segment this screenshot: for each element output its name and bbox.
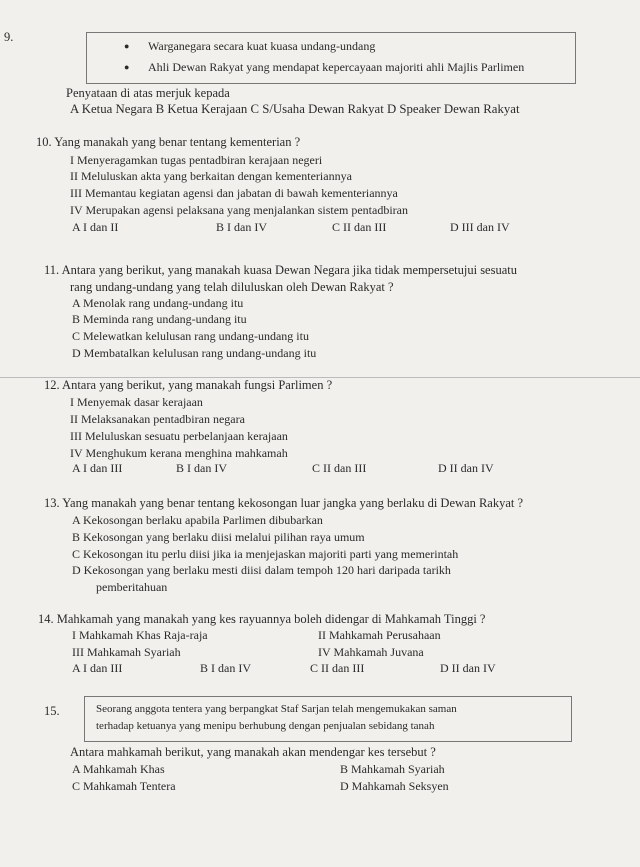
q11-option-b: B Meminda rang undang-undang itu (72, 312, 247, 326)
q15-option-d: D Mahkamah Seksyen (340, 779, 449, 793)
q12-answer-a: A I dan III (72, 461, 123, 475)
q13-stem: 13. Yang manakah yang benar tentang kekosongan luar jangka yang berlaku di Dewan Rakyat ? (44, 496, 524, 510)
q10-answer-b: B I dan IV (216, 220, 267, 234)
q12-item-1: I Menyemak dasar kerajaan (70, 395, 203, 409)
q14-answer-c: C II dan III (310, 661, 365, 675)
q11-stem-line-2: rang undang-undang yang telah diluluskan oleh Dewan Rakyat ? (70, 280, 394, 294)
q15-stem: Antara mahkamah berikut, yang manakah akan mendengar kes tersebut ? (70, 745, 436, 759)
q14-item-2: II Mahkamah Perusahaan (318, 628, 441, 642)
q14-item-1: I Mahkamah Khas Raja-raja (72, 628, 208, 642)
bullet-icon: ● (124, 41, 130, 51)
q9-bullet-2: Ahli Dewan Rakyat yang mendapat kepercayaan majoriti ahli Majlis Parlimen (148, 60, 525, 74)
q13-option-a: A Kekosongan berlaku apabila Parlimen dibubarkan (72, 513, 323, 527)
q14-answer-a: A I dan III (72, 661, 123, 675)
q9-bullet-1: Warganegara secara kuat kuasa undang-undang (148, 39, 376, 53)
q11-option-a: A Menolak rang undang-undang itu (72, 296, 244, 310)
q13-option-d-continued: pemberitahuan (96, 580, 168, 594)
q13-option-d: D Kekosongan yang berlaku mesti diisi dalam tempoh 120 hari daripada tarikh (72, 563, 451, 577)
q12-answer-c: C II dan III (312, 461, 367, 475)
q11-stem-line-1: 11. Antara yang berikut, yang manakah kuasa Dewan Negara jika tidak mempersetujui sesuatu (44, 263, 517, 277)
q10-answer-a: A I dan II (72, 220, 119, 234)
q14-answer-b: B I dan IV (200, 661, 251, 675)
q14-item-3: III Mahkamah Syariah (72, 645, 181, 659)
q14-item-4: IV Mahkamah Juvana (318, 645, 424, 659)
q15-option-b: B Mahkamah Syariah (340, 762, 445, 776)
q10-stem: 10. Yang manakah yang benar tentang kementerian ? (36, 135, 301, 149)
q13-option-b: B Kekosongan yang berlaku diisi melalui pilihan raya umum (72, 530, 365, 544)
q9-options: A Ketua Negara B Ketua Kerajaan C S/Usaha Dewan Rakyat D Speaker Dewan Rakyat (70, 102, 520, 116)
q15-number: 15. (44, 704, 60, 718)
q12-stem: 12. Antara yang berikut, yang manakah fungsi Parlimen ? (44, 378, 333, 392)
q11-option-d: D Membatalkan kelulusan rang undang-undang itu (72, 346, 317, 360)
q10-answer-d: D III dan IV (450, 220, 510, 234)
q12-answer-d: D II dan IV (438, 461, 494, 475)
q10-item-3: III Memantau kegiatan agensi dan jabatan di bawah kementeriannya (70, 186, 398, 200)
q10-item-1: I Menyeragamkan tugas pentadbiran kerajaan negeri (70, 153, 323, 167)
q15-scenario-line-2: terhadap ketuanya yang menipu berhubung dengan penjualan sebidang tanah (96, 720, 435, 732)
q15-option-a: A Mahkamah Khas (72, 762, 165, 776)
q15-option-c: C Mahkamah Tentera (72, 779, 176, 793)
q11-option-c: C Melewatkan kelulusan rang undang-undang itu (72, 329, 309, 343)
q10-item-4: IV Merupakan agensi pelaksana yang menjalankan sistem pentadbiran (70, 203, 408, 217)
q9-stem: Penyataan di atas merjuk kepada (66, 86, 230, 100)
q12-answer-b: B I dan IV (176, 461, 227, 475)
q12-item-4: IV Menghukum kerana menghina mahkamah (70, 446, 288, 460)
q13-option-c: C Kekosongan itu perlu diisi jika ia menjejaskan majoriti parti yang memerintah (72, 547, 459, 561)
q14-answer-d: D II dan IV (440, 661, 496, 675)
q10-item-2: II Meluluskan akta yang berkaitan dengan kementeriannya (70, 169, 352, 183)
q9-number: 9. (4, 30, 14, 44)
bullet-icon: ● (124, 62, 130, 72)
q12-item-2: II Melaksanakan pentadbiran negara (70, 412, 245, 426)
q14-stem: 14. Mahkamah yang manakah yang kes rayuannya boleh didengar di Mahkamah Tinggi ? (38, 612, 486, 626)
q15-scenario-line-1: Seorang anggota tentera yang berpangkat Staf Sarjan telah mengemukakan saman (96, 703, 457, 715)
q12-item-3: III Meluluskan sesuatu perbelanjaan kerajaan (70, 429, 288, 443)
q10-answer-c: C II dan III (332, 220, 387, 234)
